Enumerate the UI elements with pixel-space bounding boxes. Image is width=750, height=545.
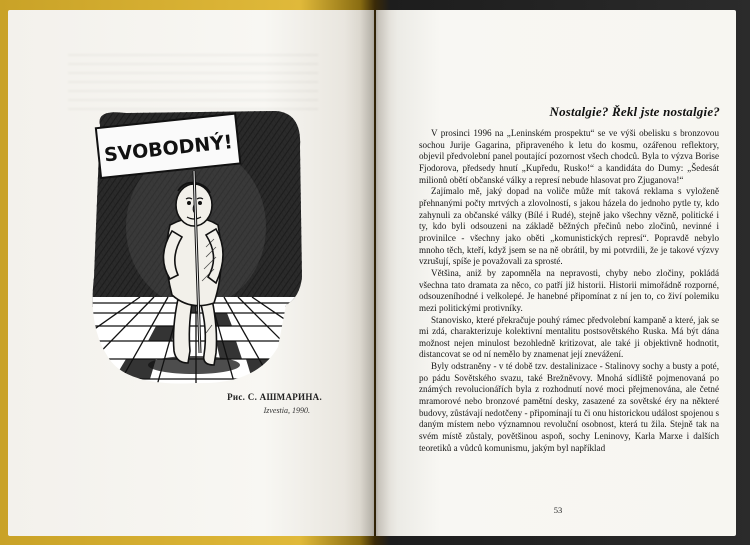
body-text — [419, 128, 719, 454]
cartoon-caption: Рис. С. АШМАРИНА. — [227, 392, 322, 402]
paragraph-2: Zajímalo mě, jaký dopad na voliče může mít taková reklama s vyloženě přehnanými počty mrtvých a zlovolností, s jakou házela do jednoho pytle ty, kdo zahynuli za občanské války (Bílé i Rudé), stejně jako všechny vězně, politické i ty, kdo byli odsouzeni na základě běžných přečinů nebo zločinů, nevinné i provinilce - všechny jako oběti „komunistických represí“. Popravdě nebylo mnoho těch, kteří, když jsem se na ně obrátil, by mi potvrdili, že je takové výzvy vzrušují, spíše je považovali za sprosté. — [419, 186, 719, 267]
cartoon-illustration — [86, 107, 308, 389]
paragraph-1: V prosinci 1996 na „Leninském prospektu“ se ve výši obelisku s bronzovou sochou Jurije Gagarina, připraveného k letu do kosmu, ozářenou reflektory, objevil předvolební panel poutající pozornost všech chodců. Byla to výzva Borise Fjodorova, předsedy hnutí „Kupředu, Rusko!“ a kandidáta do Dumy: „Šedesát milionů obětí občanské války a represí nebude hlasovat pro Zjuganova!“ — [419, 128, 719, 185]
show-through-text — [68, 54, 318, 114]
paragraph-4: Stanovisko, které překračuje pouhý rámec předvolební kampaně a které, jak se mi zdá, charakterizuje kolektivní mentalitu postsovětského Ruska. Má být dána možnost nejen minulost bezohledně kritizovat, ale také ji objektivně hodnotit, distancovat se od ní nemělo by znamenat její znevážení. — [419, 314, 719, 360]
sign-text: SVOBODNÝ! — [103, 131, 234, 167]
page-number: 53 — [553, 505, 563, 515]
chapter-title: Nostalgie? Řekl jste nostalgie? — [549, 104, 720, 119]
paragraph-3: Většina, aniž by zapomněla na nepravosti, chyby nebo zločiny, pokládá všechna tato dramata za něco, co patří již historii. Historii mimořádně rozporné, odsouzeníhodné i velkolepé. Je hanebné připomínat z ní jen to, co živí polemiku mezi politickými protivníky. — [419, 267, 719, 313]
cartoon-source: Izvestia, 1990. — [263, 406, 310, 415]
paragraph-5: Byly odstraněny - v té době tzv. destalinizace - Stalinovy sochy a busty a poté, po pádu Sovětského svazu, také Brežněvovy. Mnohá sídliště pojmenovaná po známých revolucionářích byla z rozhodnutí nové moci přejmenována, ale četné mramorové nebo bronzové pamětní desky, zasazené za sovětské éry na některé budovy, zůstávají nedotčeny - připomínají tu či onu historickou událost spojenou s daným místem nebo významnou revoluční osobnost, která tu žila. Stejně tak na svém místě zůstaly, povětšinou aspoň, sochy Leninovy, Karla Marxe i dalších teoretiků a vůdců komunismu, jakým byl například — [419, 361, 719, 453]
